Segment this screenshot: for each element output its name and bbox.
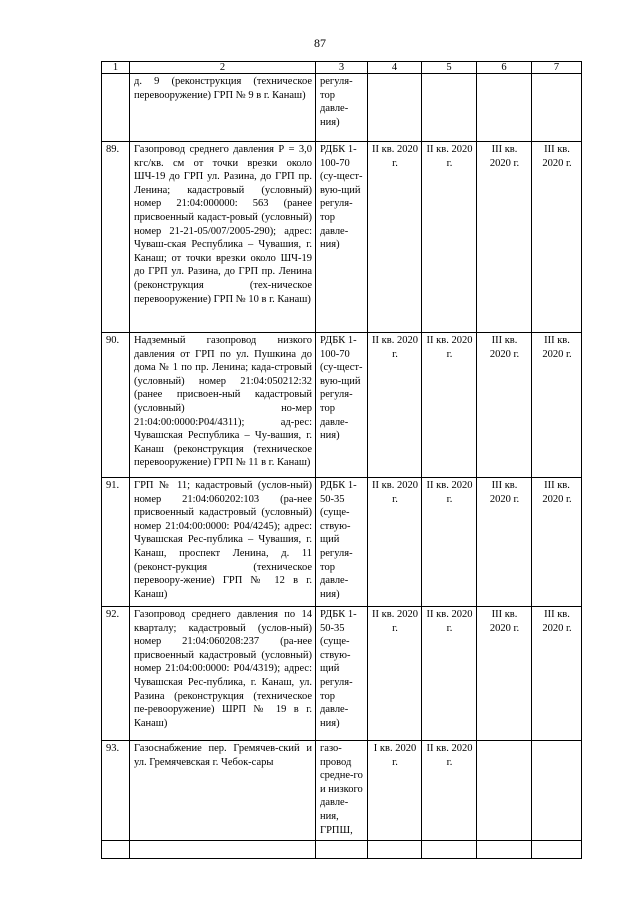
header-cell: 6 (477, 62, 532, 74)
equipment-code: РДБК 1-100-70 (су-щест-вую-щий регуля-тор давле-ния) (316, 142, 368, 333)
date-cell: III кв. 2020 г. (532, 478, 582, 607)
equipment-code: газо-провод средне-го и низкого давле-ния, ГРПШ, (316, 741, 368, 859)
date-cell: II кв. 2020 г. (368, 607, 422, 741)
item-description: д. 9 (реконструкция (техническое перевооружение) ГРП № 9 в г. Канаш) (130, 74, 316, 142)
row-number: 90. (102, 333, 130, 478)
equipment-code: РДБК 1-100-70 (су-щест-вую-щий регуля-тор давле-ния) (316, 333, 368, 478)
date-cell: III кв. 2020 г. (532, 607, 582, 741)
date-cell (532, 74, 582, 142)
date-cell: II кв. 2020 г. (422, 741, 477, 859)
table-row (102, 607, 582, 741)
header-cell: 7 (532, 62, 582, 74)
date-cell (477, 74, 532, 142)
date-cell: III кв. 2020 г. (532, 333, 582, 478)
date-cell (368, 74, 422, 142)
header-cell: 2 (130, 62, 316, 74)
table-row (102, 74, 582, 142)
date-cell: II кв. 2020 г. (422, 478, 477, 607)
date-cell: III кв. 2020 г. (477, 607, 532, 741)
bottom-rule (101, 840, 581, 841)
table-row (102, 478, 582, 607)
row-number: 91. (102, 478, 130, 607)
page-number: 87 (314, 36, 326, 50)
item-description: Надземный газопровод низкого давления от ГРП по ул. Пушкина до дома № 1 по пр. Ленина; када-стровый (условный) номер 21:04:050212:32 (ранее присвоен-ный кадастровый (условный) но-мер 21:04:00:0000:Р04/4311); ад-рес: Чувашская Республика – Чу-вашия, г. Канаш (реконструкция (техническое перевооружение) ГРП № 11 в г. Канаш) (130, 333, 316, 478)
row-number: 93. (102, 741, 130, 859)
date-cell: II кв. 2020 г. (368, 142, 422, 333)
date-cell: II кв. 2020 г. (422, 333, 477, 478)
header-cell: 1 (102, 62, 130, 74)
item-description: Газопровод среднего давления по 14 кварталу; кадастровый (услов-ный) номер 21:04:060208:237 (ра-нее присвоенный кадастровый (условный) номер 21:04:00:0000: Р04/4319); адрес: Чувашская Рес-публика, г. Канаш, ул. Разина (реконструкция (техническое пе-ревооружение) ШРП № 19 в г. Канаш) (130, 607, 316, 741)
equipment-code: регуля-тор давле-ния) (316, 74, 368, 142)
item-description: Газоснабжение пер. Гремячев-ский и ул. Гремячевская г. Чебок-сары (130, 741, 316, 859)
date-cell (422, 74, 477, 142)
date-cell: III кв. 2020 г. (477, 478, 532, 607)
row-number (102, 74, 130, 142)
header-cell: 5 (422, 62, 477, 74)
item-description: ГРП № 11; кадастровый (услов-ный) номер 21:04:060202:103 (ра-нее присвоенный кадастровый (условный) номер 21:04:00:0000: Р04/4245); адрес: Чувашская Рес-публика – Чувашия, г. Канаш, проспект Ленина, д. 11 (реконст-рукция (техническое перевоору-жение) ГРП № 12 в г. Канаш) (130, 478, 316, 607)
row-number: 89. (102, 142, 130, 333)
date-cell: I кв. 2020 г. (368, 741, 422, 859)
table-row (102, 142, 582, 333)
equipment-code: РДБК 1-50-35 (суще-ствую-щий регуля-тор давле-ния) (316, 607, 368, 741)
item-description: Газопровод среднего давления Р = 3,0 кгс/кв. см от точки врезки около ШЧ-19 до ГРП ул. Разина, до ГРП пр. Ленина; кадастровый (условный) номер 21:04:000000: 563 (ранее присвоенный кадаст-ровый (условный) номер 21-21-05/007/2005-290); адрес: Чуваш-ская Республика – Чувашия, г. Канаш; от точки врезки около ШЧ-19 до ГРП ул. Разина, до ГРП пр. Ленина (реконструкция (тех-ническое перевооружение) ГРП № 10 в г. Канаш) (130, 142, 316, 333)
header-cell: 4 (368, 62, 422, 74)
date-cell: II кв. 2020 г. (368, 478, 422, 607)
table-row (102, 333, 582, 478)
date-cell: III кв. 2020 г. (477, 142, 532, 333)
row-number: 92. (102, 607, 130, 741)
date-cell: III кв. 2020 г. (477, 333, 532, 478)
date-cell: II кв. 2020 г. (422, 142, 477, 333)
header-cell: 3 (316, 62, 368, 74)
header-row (102, 62, 582, 74)
date-cell: III кв. 2020 г. (532, 142, 582, 333)
date-cell: II кв. 2020 г. (368, 333, 422, 478)
schedule-table (101, 61, 582, 859)
equipment-code: РДБК 1-50-35 (суще-ствую-щий регуля-тор давле-ния) (316, 478, 368, 607)
date-cell: II кв. 2020 г. (422, 607, 477, 741)
